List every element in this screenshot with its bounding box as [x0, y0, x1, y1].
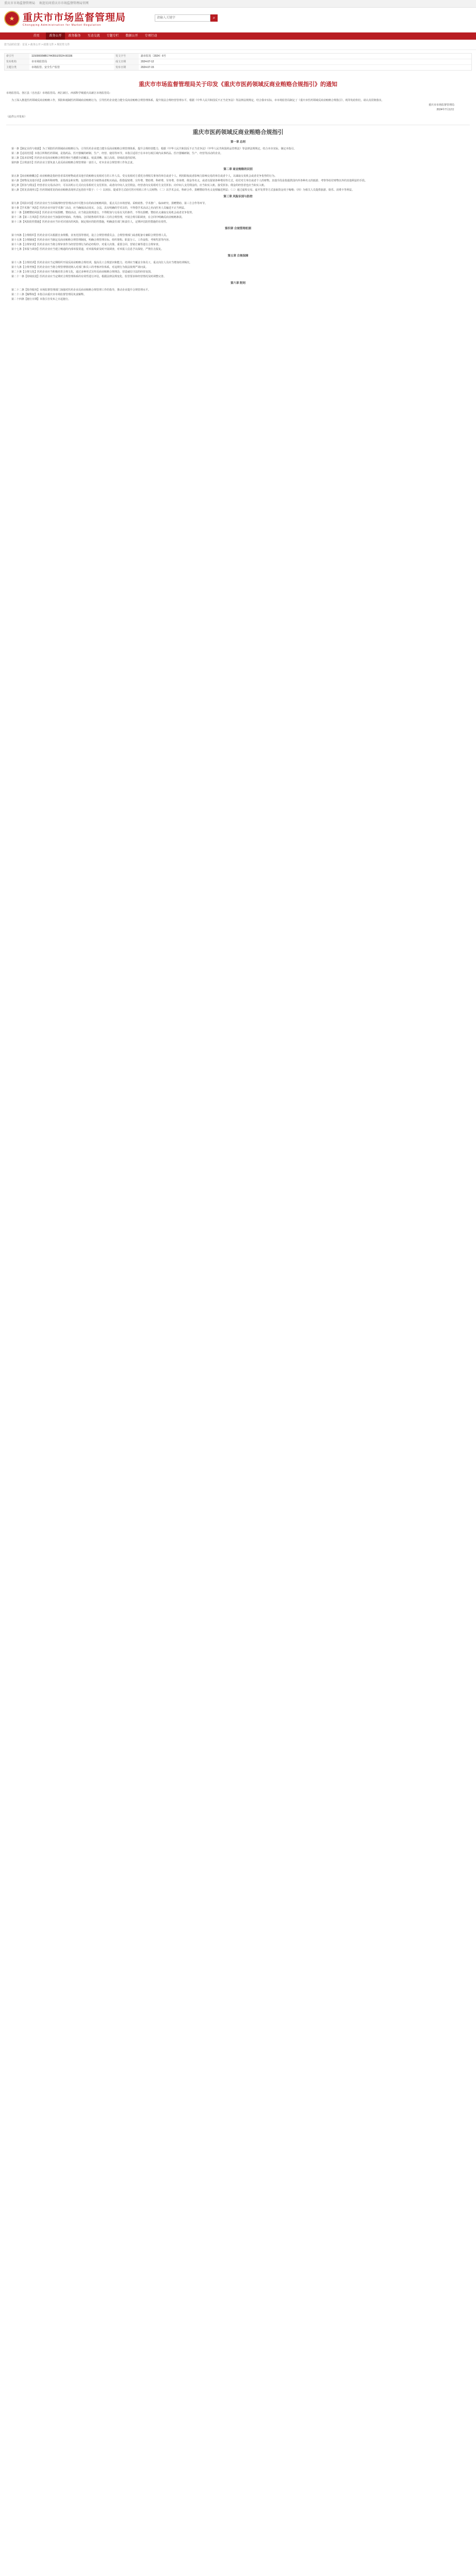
chapter-heading: 第三章 风险识别与防控: [223, 195, 253, 198]
meta-key: 发布日期: [114, 65, 139, 70]
publication-note: （此件公开发布）: [6, 115, 27, 118]
article: 第十六条【合规审查】医药企业应当将合规审查作为经营管理行为的必经程序，对重大决策、重要合同、营销方案等进行合规审查。: [11, 243, 161, 246]
search-input[interactable]: [155, 14, 210, 22]
addressee: 市场监管局、各区县（自治县）市场监管局、两江新区、西部科学城重庆高新区市场监管局：: [6, 92, 112, 95]
article: 第十条【学术推广风险】医药企业开展学术推广活动，应当确保活动真实、合法，具有明确的学术目的，不得借学术活动之名向医务人员输送不正当利益。: [11, 207, 187, 210]
issuer: 重庆市市场监督管理局: [428, 104, 454, 107]
top-utility-bar: [0, 0, 476, 8]
article: 第十七条【举报与调查】医药企业应当建立畅通的内部举报渠道，对举报线索及时开展调查，对举报人信息予以保密，严禁打击报复。: [11, 248, 164, 251]
page-title: 重庆市市场监督管理局关于印发《重庆市医药领域反商业贿赂合规指引》的通知: [139, 81, 337, 88]
article: 第二十四条【施行日期】本指引自发布之日起施行。: [11, 298, 71, 301]
chapter-heading: 第五章 合规保障: [227, 255, 249, 258]
issue-date: 2024年7月12日: [436, 108, 454, 111]
meta-value: 渝市监发〔2024〕6号: [141, 55, 166, 58]
site-header: [0, 8, 476, 32]
article: 第二条【适用范围】本指引所称医药领域，是指药品、医疗器械的研制、生产、经营、使用等环节。本指引适用于在本市行政区域内从事药品、医疗器械研制、生产、经营等活动的企业。: [11, 152, 223, 155]
article: 第八条【常见表现形式】医药领域常见的商业贿赂表现形式包括但不限于：（一）以回扣、提成等方式给付医疗机构工作人员财物；（二）以学术会议、科研合作、捐赠赞助等名义变相输送利益；（三）通过虚构交易、虚开发票等方式套取资金用于贿赂；（四）为相关人员提供旅游、娱乐、消费卡等利益。: [11, 189, 355, 192]
logo-subtitle: Chongqing Administration for Market Regulation: [23, 24, 102, 27]
site-logo[interactable]: [4, 10, 126, 27]
meta-key: 索引号: [5, 54, 29, 59]
meta-value: 市场监管、安全生产监管: [31, 66, 60, 69]
article: 第九条【风险识别】医药企业应当全面梳理经营管理活动中可能存在的商业贿赂风险，重点关注市场营销、采购销售、学术推广、临床研究、捐赠赞助、第三方合作等环节。: [11, 202, 208, 205]
article: 第十三条【风险防控措施】医药企业应当针对识别出的风险，制定相应的防控措施，明确责任部门和责任人，定期评估防控措施的有效性。: [11, 221, 169, 224]
article: 第十九条【合规考核】医药企业应当将合规管理情况纳入对部门和员工的考核评价体系，对违规行为依法依规严肃问责。: [11, 266, 149, 269]
article: 第十八条【合规培训】医药企业应当定期组织开展反商业贿赂合规培训，提高员工合规意识和能力，培训应当覆盖全体员工，重点岗位人员应当增加培训频次。: [11, 261, 192, 264]
nav-item-data[interactable]: 数据公开: [125, 35, 138, 38]
meta-row: [5, 54, 471, 59]
meta-value: 市市场监管局: [31, 60, 47, 63]
chapter-heading: 第六章 附则: [230, 282, 246, 285]
nav-item-actions[interactable]: 专项行动: [144, 35, 157, 38]
article: 第六条【财物及其他手段】前条所称财物，是指现金和实物，包括经营者为销售或者购买商品，假借促销费、宣传费、赞助费、科研费、劳务费、咨询费、佣金等名义，或者以报销各种费用等方式，给付对方单位或者个人的财物。其他手段是指提供国内外各种名义的旅游、考察等给付财物以外的其他利益的手段。: [11, 179, 368, 182]
article: 第二十二条【指导服务】市场监督管理部门加强对医药企业反商业贿赂合规管理工作的指导，推动企业提升合规管理水平。: [11, 289, 151, 292]
meta-key: 发布机构: [5, 59, 29, 64]
meta-value: 2024-07-15: [141, 66, 154, 69]
meta-key: 发文字号: [114, 54, 139, 59]
nav-item-interaction[interactable]: 互动交流: [87, 35, 100, 38]
article: 第十四条【合规组织】医药企业可以根据自身规模、业务范围等情况，设立合规管理委员会、合规管理部门或者配备专兼职合规管理人员。: [11, 234, 169, 237]
nav-item-home[interactable]: 首页: [33, 35, 40, 38]
search-button[interactable]: [210, 14, 218, 22]
search-box: [155, 14, 218, 22]
article: 第三条【基本原则】医药企业反商业贿赂合规管理应当遵循全面覆盖、权责清晰、独立高效、持续改进的原则。: [11, 157, 138, 160]
article: 第七条【折扣与佣金】经营者在交易活动中，可以以明示方式向交易相对方支付折扣，或者向中间人支付佣金。经营者向交易相对方支付折扣、向中间人支付佣金的，应当如实入账。接受折扣、佣金的经营者也应当如实入账。: [11, 184, 267, 187]
breadcrumb: 您当前的位置：首页 > 政务公开 > 政策文件 > 规范性文件: [0, 40, 476, 50]
main-nav: [0, 32, 476, 40]
article: 第一条【制定目的与依据】为了预防医药领域商业贿赂行为，引导医药企业建立健全反商业贿赂合规管理体系，提升合规经营能力，根据《中华人民共和国反不正当竞争法》《中华人民共和国药品管理法》等法律法规规定，结合本市实际，制定本指引。: [11, 147, 297, 150]
article: 第二十一条【持续改进】医药企业应当定期对合规管理体系的有效性进行评估，根据法律法规变化、监管要求和经营情况及时调整完善。: [11, 275, 167, 278]
meta-row: [5, 59, 471, 65]
nav-item-services[interactable]: 政务服务: [68, 35, 81, 38]
search-icon: ⌕: [212, 15, 216, 20]
emblem-icon: ★: [4, 11, 20, 26]
article: 第十一条【捐赠赞助风险】医药企业开展捐赠、赞助活动，应当依法依规进行，不得附加与交易有关的条件，不得以捐赠、赞助名义谋取交易机会或者竞争优势。: [11, 211, 195, 214]
meta-key: 主题分类: [5, 65, 29, 70]
chapter-heading: 第一章 总则: [230, 141, 246, 144]
topbar-welcome: 欢迎访问重庆市市场监督管理局官网: [39, 2, 89, 5]
article: 第五条【商业贿赂概念】商业贿赂是指经营者采用财物或者其他手段贿赂交易相对方的工作人员、受交易相对方委托办理相关事务的单位或者个人、利用职权或者影响力影响交易的单位或者个人，以谋取交易机会或者竞争优势的行为。: [11, 175, 277, 178]
meta-value: 2024-07-12: [141, 60, 154, 63]
document-meta-table: [4, 53, 472, 71]
topbar-site-name: 重庆市市场监督管理局: [4, 2, 36, 5]
meta-key: 成文日期: [114, 59, 139, 64]
article: 第十五条【合规制度】医药企业应当制定反商业贿赂合规管理制度，明确合规管理目标、组织架构、职责分工、工作流程、考核奖惩等内容。: [11, 239, 172, 242]
chapter-heading: 第四章 合规管理机制: [224, 227, 252, 230]
nav-item-gov-info[interactable]: 政务公开: [46, 32, 65, 40]
document-body: [0, 91, 476, 302]
article: 第十二条【第三方风险】医药企业应当加强对经销商、代理商、合同销售组织等第三方的合规管理，开展合规尽职调查，在合同中明确反商业贿赂条款。: [11, 216, 185, 219]
article: 第二十三条【解释权】本指引由重庆市市场监督管理局负责解释。: [11, 293, 87, 296]
article: 第四条【合规责任】医药企业主要负责人是反商业贿赂合规管理第一责任人，对本企业合规管理工作负总责。: [11, 161, 136, 164]
article: 第二十条【合规文化】医药企业应当积极培育合规文化，通过多种形式宣传反商业贿赂合规理念，营造诚信守法的经营氛围。: [11, 270, 154, 274]
meta-value: 11500000MB1744350J/2024-00336: [31, 55, 73, 58]
intro-paragraph: 为了深入推进医药领域反商业贿赂工作，预防和遏制医药领域商业贿赂行为，引导医药企业建立健全反商业贿赂合规管理体系，提升依法合规经营管理水平，根据《中华人民共和国反不正当竞争法》等法律法规规定，结合我市实际，市市场监管局制定了《重庆市医药领域反商业贿赂合规指引》，现印发给你们，请认真贯彻落实。: [11, 99, 384, 102]
logo-title: 重庆市市场监督管理局: [23, 12, 126, 23]
chapter-heading: 第二章 商业贿赂的识别: [223, 168, 253, 171]
attachment-title: 重庆市医药领域反商业贿赂合规指引: [192, 129, 284, 135]
nav-item-topics[interactable]: 专题专栏: [106, 35, 119, 38]
meta-row: [5, 65, 471, 70]
